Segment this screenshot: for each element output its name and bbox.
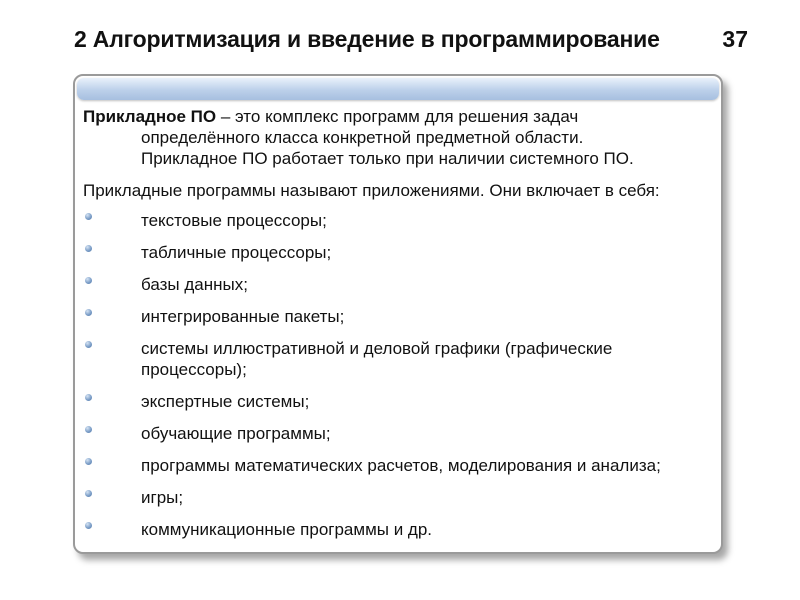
bullet-icon <box>85 522 92 529</box>
list-item <box>83 391 711 412</box>
bullet-icon <box>85 458 92 465</box>
list-item <box>83 242 711 263</box>
list-item-label: текстовые процессоры; <box>141 211 327 230</box>
list-item-label: системы иллюстративной и деловой графики (графические процессоры); <box>141 339 613 379</box>
header-bar <box>77 78 719 100</box>
list-item-label: интегрированные пакеты; <box>141 307 345 326</box>
list-item <box>83 487 711 508</box>
list-item-label: экспертные системы; <box>141 392 310 411</box>
list-item-label: программы математических расчетов, моделирования и анализа; <box>141 456 661 475</box>
bullet-icon <box>85 245 92 252</box>
list-item-label: игры; <box>141 488 184 507</box>
content-body <box>83 106 711 539</box>
bullet-icon <box>85 490 92 497</box>
bullet-icon <box>85 277 92 284</box>
list-item <box>83 274 711 295</box>
definition-line-3: Прикладное ПО работает только при наличии системного ПО. <box>141 149 634 168</box>
bullet-icon <box>85 309 92 316</box>
list-item-label: табличные процессоры; <box>141 243 332 262</box>
definition-line-1 <box>83 106 711 127</box>
list-item <box>83 519 711 540</box>
list-item <box>83 306 711 327</box>
content-box <box>73 74 723 554</box>
bullet-icon <box>85 426 92 433</box>
list-item-label: базы данных; <box>141 275 248 294</box>
definition <box>83 106 711 169</box>
bullet-icon <box>85 213 92 220</box>
intro-text: Прикладные программы называют приложениями. Они включает в себя: <box>83 181 660 200</box>
list-item-label: коммуникационные программы и др. <box>141 520 433 539</box>
list-item <box>83 423 711 444</box>
definition-line-2: определённого класса конкретной предметной области. <box>141 128 584 147</box>
definition-term: Прикладное ПО <box>83 107 217 126</box>
page-number: 37 <box>722 26 748 52</box>
list-item <box>83 210 711 231</box>
definition-text: – это комплекс программ для решения задач <box>216 107 579 126</box>
list-item-label: обучающие программы; <box>141 424 331 443</box>
bullet-icon <box>85 341 92 348</box>
application-list <box>83 210 711 551</box>
list-item <box>83 338 711 380</box>
list-item <box>83 455 711 476</box>
bullet-icon <box>85 394 92 401</box>
slide-title: 2 Алгоритмизация и введение в программирование <box>74 26 660 52</box>
